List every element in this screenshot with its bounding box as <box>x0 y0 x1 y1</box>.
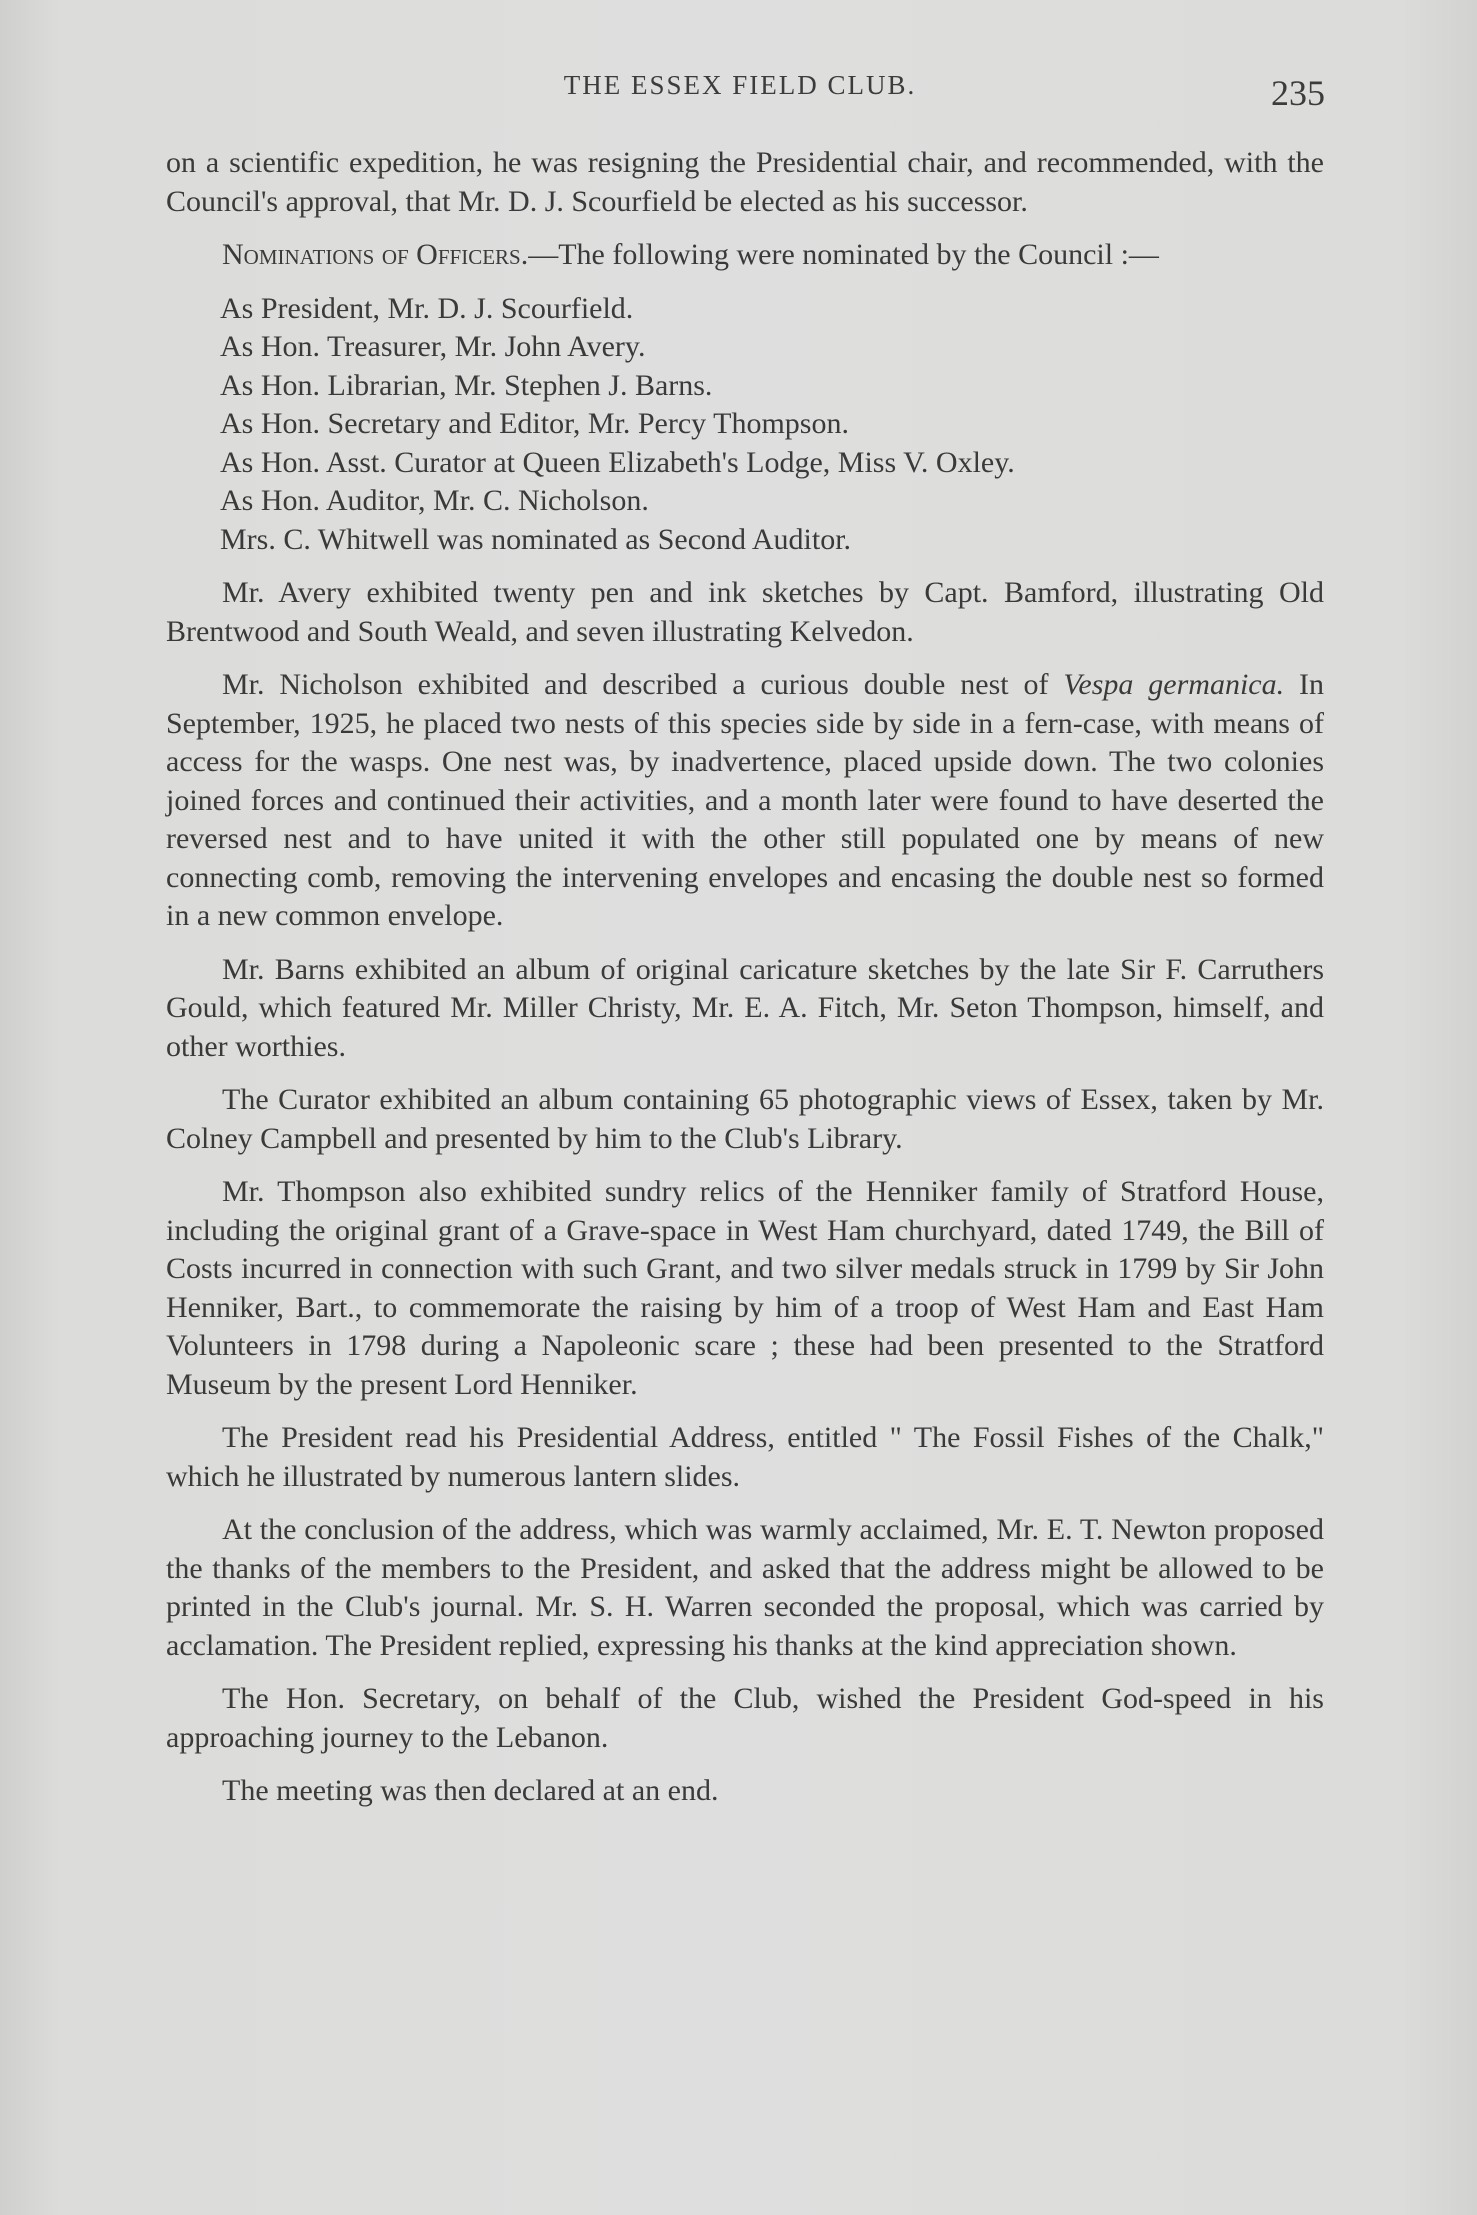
nicholson-text-a: Mr. Nicholson exhibited and described a curious double nest of <box>222 668 1064 701</box>
page-body <box>166 144 1324 1826</box>
page-header <box>165 70 1325 120</box>
paragraph-thompson: Mr. Thompson also exhibited sundry relics of the Henniker family of Stratford House, including the original grant of a Grave-space in West Ham churchyard, dated 1749, the Bill of Costs incurred in connection with such Grant, and two silver medals struck in 1799 by Sir John Henniker, Bart., to commemorate the raising by him of a troop of West Ham and East Ham Volunteers in 1798 during a Napoleonic scare ; these had been presented to the Stratford Museum by the present Lord Henniker. <box>166 1175 1324 1401</box>
paragraph-barns: Mr. Barns exhibited an album of original caricature sketches by the late Sir F. Carruthers Gould, which featured Mr. Miller Christy, Mr. E. A. Fitch, Mr. Seton Thompson, himself, and other worthies. <box>166 952 1324 1063</box>
officers-list <box>166 290 1324 560</box>
paragraph-continuation: on a scientific expedition, he was resigning the Presidential chair, and recommended, with the Council's approval, that Mr. D. J. Scourfield be elected as his successor. <box>166 146 1324 218</box>
officer-item: As Hon. Auditor, Mr. C. Nicholson. <box>220 484 649 517</box>
officer-item: Mrs. C. Whitwell was nominated as Second Auditor. <box>220 522 852 556</box>
paragraph-godspeed: The Hon. Secretary, on behalf of the Club, wished the President God-speed in his approaching journey to the Lebanon. <box>166 1682 1324 1754</box>
paragraph-end: The meeting was then declared at an end. <box>222 1774 719 1807</box>
paragraph-conclusion: At the conclusion of the address, which was warmly acclaimed, Mr. E. T. Newton proposed the thanks of the members to the President, and asked that the address might be allowed to be printed in the Club's journal. Mr. S. H. Warren seconded the proposal, which was carried by acclamation. The President replied, expressing his thanks at the kind appreciation shown. <box>166 1513 1324 1662</box>
paragraph-nicholson <box>166 666 1324 936</box>
nicholson-text-b: In September, 1925, he placed two nests of this species side by side in a fern-case, with means of access for the wasps. One nest was, by inadvertence, placed upside down. The two colonies joined forces and continued their activities, and a month later were found to have deserted the reversed nest and to have united it with the other still populated one by means of new connecting comb, removing the intervening envelopes and encasing the double nest so formed in a new common envelope. <box>166 668 1324 932</box>
officer-item: As Hon. Librarian, Mr. Stephen J. Barns. <box>220 368 713 402</box>
nominations-heading: Nominations of Officers. <box>222 238 529 271</box>
page-number: 235 <box>1271 73 1325 113</box>
paragraph-avery: Mr. Avery exhibited twenty pen and ink sketches by Capt. Bamford, illustrating Old Brentwood and South Weald, and seven illustrating Kelvedon. <box>166 576 1324 648</box>
species-name: Vespa germanica. <box>1063 668 1285 701</box>
paragraph-curator: The Curator exhibited an album containing 65 photographic views of Essex, taken by Mr. Colney Campbell and presented by him to the Club's Library. <box>166 1083 1324 1155</box>
officer-item: As Hon. Asst. Curator at Queen Elizabeth's Lodge, Miss V. Oxley. <box>220 445 1015 479</box>
running-head: THE ESSEX FIELD CLUB. <box>563 70 917 100</box>
officer-item: As Hon. Secretary and Editor, Mr. Percy Thompson. <box>220 407 849 440</box>
paragraph-address: The President read his Presidential Address, entitled " The Fossil Fishes of the Chalk," which he illustrated by numerous lantern slides. <box>166 1421 1324 1493</box>
officer-item: As Hon. Treasurer, Mr. John Avery. <box>220 330 646 363</box>
paragraph-nominations <box>166 236 1324 275</box>
officer-item: As President, Mr. D. J. Scourfield. <box>220 291 634 325</box>
nominations-intro: —The following were nominated by the Council :— <box>528 238 1159 271</box>
